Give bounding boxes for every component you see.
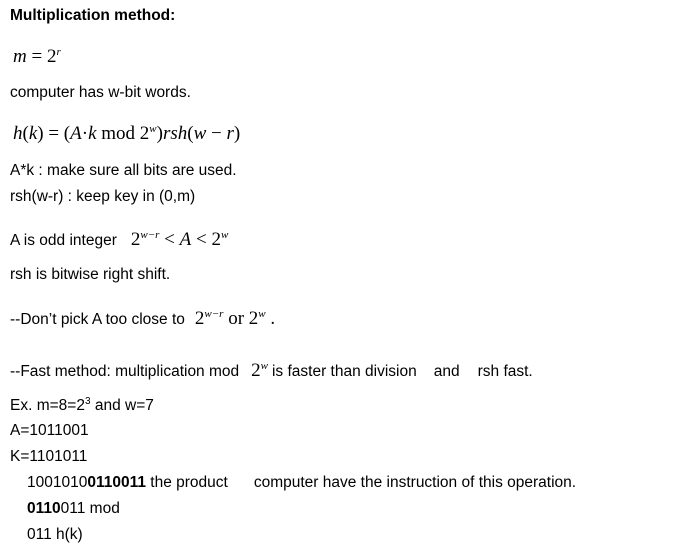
line-fast-method: --Fast method: multiplication mod 2$^w$ is faster than division and rsh fast.: [10, 360, 533, 381]
line-dont-pick: --Don’t pick A too close to $2^{w-r}$ or 2$^w$ .: [10, 308, 276, 329]
line-k-value: K=1101011: [10, 448, 88, 465]
line-mod: 0110011 mod: [27, 500, 120, 517]
title: Multiplication method:: [10, 7, 176, 24]
equation-m: $m = 2^r$: [13, 46, 61, 67]
line-example: Ex. $m=8=2^3$ and w=7: [10, 396, 154, 414]
note-rsh: rsh(w-r) : keep key in (0,m): [10, 188, 196, 205]
line-a-value: A=1011001: [10, 422, 89, 439]
note-ak: A*k : make sure all bits are used.: [10, 162, 237, 179]
line-rsh-shift: rsh is bitwise right shift.: [10, 266, 171, 283]
line-product: 10010100110011 the product computer have the instruction of this operation.: [27, 474, 577, 491]
line-hk: 011 h(k): [27, 526, 83, 543]
line-odd-integer: A is odd integer $2^{w-r} < A < 2^w$: [10, 229, 229, 250]
equation-hash: h(k) = (A·k mod $2^w)rsh(w - r)$: [13, 123, 241, 144]
text-words: computer has w-bit words.: [10, 84, 191, 101]
